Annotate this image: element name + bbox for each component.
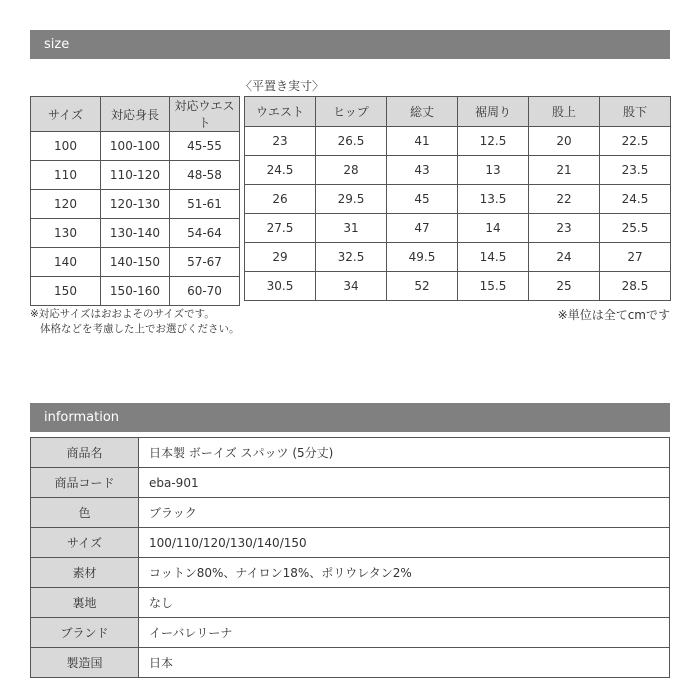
unit-note: ※単位は全てcmです xyxy=(557,308,670,322)
size-approximation-note xyxy=(30,307,240,337)
column-header: サイズ xyxy=(31,97,101,132)
table-cell: 45 xyxy=(387,185,458,214)
table-cell: 23 xyxy=(245,127,316,156)
row-label: ブランド xyxy=(31,618,139,648)
table-cell: 30.5 xyxy=(245,272,316,301)
table-cell: 32.5 xyxy=(316,243,387,272)
table-cell: 140 xyxy=(31,248,101,277)
column-header: ヒップ xyxy=(316,97,387,127)
table-cell: 150 xyxy=(31,277,101,306)
size-correspondence-table xyxy=(30,96,240,306)
table-cell: 100 xyxy=(31,132,101,161)
table-cell: 14.5 xyxy=(458,243,529,272)
row-value: イーバレリーナ xyxy=(139,618,670,648)
table-cell: 28 xyxy=(316,156,387,185)
table-cell: 130 xyxy=(31,219,101,248)
table-cell: 130-140 xyxy=(101,219,170,248)
table-cell: 23.5 xyxy=(600,156,671,185)
column-header: 総丈 xyxy=(387,97,458,127)
table-cell: 41 xyxy=(387,127,458,156)
table-row xyxy=(31,498,670,528)
table-cell: 29 xyxy=(245,243,316,272)
table-cell: 22.5 xyxy=(600,127,671,156)
table-cell: 52 xyxy=(387,272,458,301)
column-header: 対応身長 xyxy=(101,97,170,132)
flat-measurement-table xyxy=(244,96,671,301)
table-row xyxy=(31,190,240,219)
table-cell: 120 xyxy=(31,190,101,219)
table-row xyxy=(31,248,240,277)
table-cell: 20 xyxy=(529,127,600,156)
table-row xyxy=(31,438,670,468)
table-cell: 110 xyxy=(31,161,101,190)
table-row xyxy=(245,185,671,214)
table-header-row xyxy=(245,97,671,127)
note-line: ※対応サイズはおおよそのサイズです。 xyxy=(30,308,215,320)
table-cell: 60-70 xyxy=(170,277,240,306)
table-cell: 22 xyxy=(529,185,600,214)
table-row xyxy=(245,127,671,156)
table-cell: 24 xyxy=(529,243,600,272)
row-label: 商品名 xyxy=(31,438,139,468)
row-value: ブラック xyxy=(139,498,670,528)
table-cell: 150-160 xyxy=(101,277,170,306)
row-label: 製造国 xyxy=(31,648,139,678)
table-cell: 25 xyxy=(529,272,600,301)
table-cell: 27 xyxy=(600,243,671,272)
table-cell: 140-150 xyxy=(101,248,170,277)
information-section-header: information xyxy=(30,403,670,432)
table-cell: 34 xyxy=(316,272,387,301)
table-cell: 24.5 xyxy=(600,185,671,214)
table-row xyxy=(245,243,671,272)
note-line: 体格などを考慮した上でお選びください。 xyxy=(40,323,240,335)
row-label: 商品コード xyxy=(31,468,139,498)
table-cell: 26.5 xyxy=(316,127,387,156)
table-cell: 45-55 xyxy=(170,132,240,161)
table-row xyxy=(31,277,240,306)
table-row xyxy=(31,219,240,248)
table-row xyxy=(31,528,670,558)
row-label: サイズ xyxy=(31,528,139,558)
table-row xyxy=(31,618,670,648)
table-cell: 28.5 xyxy=(600,272,671,301)
table-cell: 15.5 xyxy=(458,272,529,301)
table-row xyxy=(31,161,240,190)
table-cell: 48-58 xyxy=(170,161,240,190)
table-row xyxy=(245,272,671,301)
flat-measurement-note: 〈平置き実寸〉 xyxy=(240,79,325,93)
table-cell: 47 xyxy=(387,214,458,243)
table-cell: 21 xyxy=(529,156,600,185)
column-header: 股下 xyxy=(600,97,671,127)
table-cell: 25.5 xyxy=(600,214,671,243)
table-cell: 23 xyxy=(529,214,600,243)
table-cell: 57-67 xyxy=(170,248,240,277)
table-row xyxy=(31,132,240,161)
row-value: 日本製 ボーイズ スパッツ (5分丈) xyxy=(139,438,670,468)
table-cell: 13.5 xyxy=(458,185,529,214)
table-row xyxy=(245,214,671,243)
table-cell: 24.5 xyxy=(245,156,316,185)
product-information-table xyxy=(30,437,670,678)
table-row xyxy=(31,588,670,618)
table-cell: 26 xyxy=(245,185,316,214)
table-row xyxy=(245,156,671,185)
table-cell: 27.5 xyxy=(245,214,316,243)
row-value: コットン80%、ナイロン18%、ポリウレタン2% xyxy=(139,558,670,588)
column-header: ウエスト xyxy=(245,97,316,127)
table-cell: 100-100 xyxy=(101,132,170,161)
column-header: 股上 xyxy=(529,97,600,127)
table-cell: 54-64 xyxy=(170,219,240,248)
table-cell: 13 xyxy=(458,156,529,185)
table-cell: 12.5 xyxy=(458,127,529,156)
row-value: 100/110/120/130/140/150 xyxy=(139,528,670,558)
column-header: 裾周り xyxy=(458,97,529,127)
table-row xyxy=(31,468,670,498)
table-cell: 110-120 xyxy=(101,161,170,190)
table-cell: 51-61 xyxy=(170,190,240,219)
table-row xyxy=(31,648,670,678)
table-header-row xyxy=(31,97,240,132)
row-label: 色 xyxy=(31,498,139,528)
row-label: 素材 xyxy=(31,558,139,588)
row-value: 日本 xyxy=(139,648,670,678)
table-cell: 49.5 xyxy=(387,243,458,272)
table-row xyxy=(31,558,670,588)
table-cell: 14 xyxy=(458,214,529,243)
size-section-header: size xyxy=(30,30,670,59)
table-cell: 29.5 xyxy=(316,185,387,214)
table-cell: 120-130 xyxy=(101,190,170,219)
table-cell: 31 xyxy=(316,214,387,243)
row-value: eba-901 xyxy=(139,468,670,498)
column-header: 対応ウエスト xyxy=(170,97,240,132)
row-value: なし xyxy=(139,588,670,618)
table-cell: 43 xyxy=(387,156,458,185)
row-label: 裏地 xyxy=(31,588,139,618)
